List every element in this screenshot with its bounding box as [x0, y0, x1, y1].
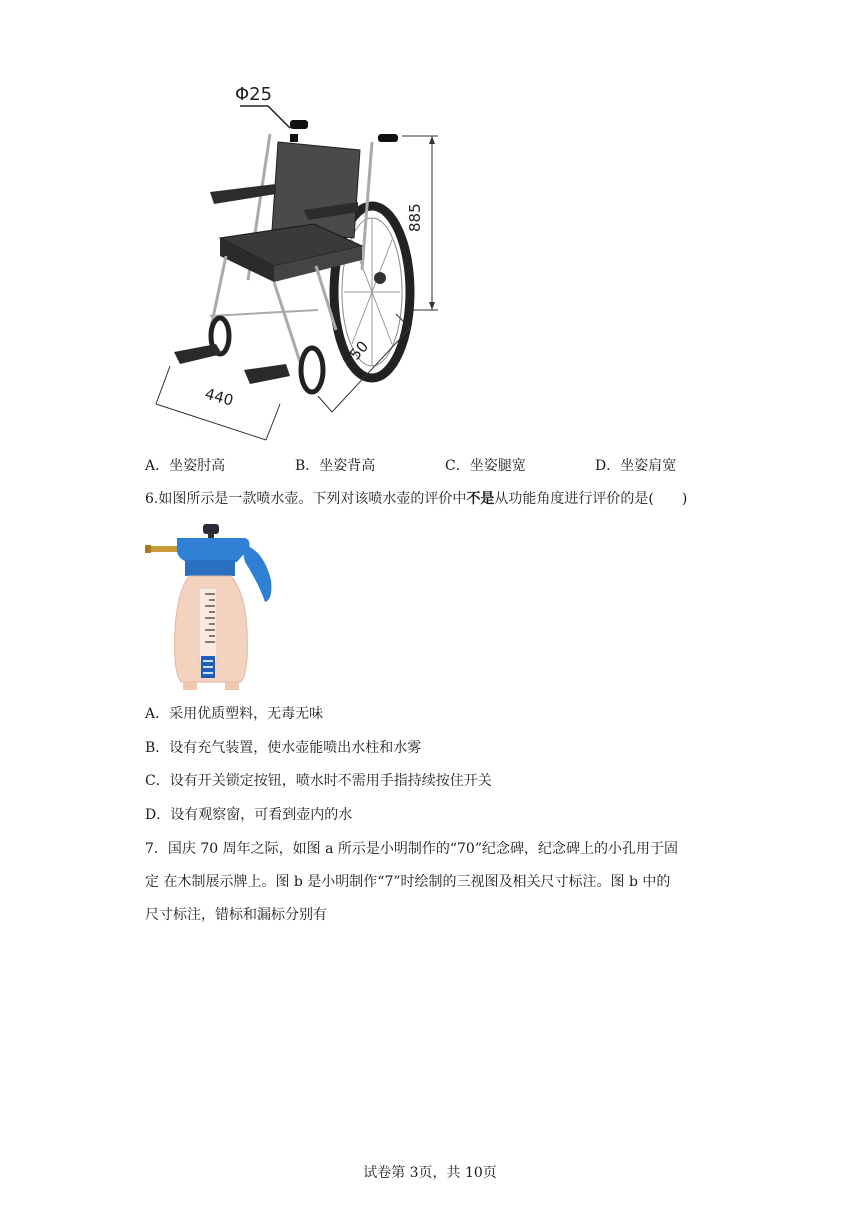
q7-line-3: 尺寸标注，错标和漏标分别有	[145, 907, 327, 923]
spray-bottle-figure	[145, 522, 275, 694]
width-label: 440	[202, 384, 236, 410]
wheelchair-figure	[140, 70, 460, 445]
depth-label: 550	[339, 337, 373, 371]
q7-line-2: 定 在木制展示牌上。图 b 是小明制作“7”时绘制的三视图及相关尺寸标注。图 b 中的	[145, 874, 671, 890]
height-label: 885	[406, 203, 424, 232]
q5-option-d: D．坐姿肩宽	[595, 458, 677, 474]
q6-option-a: A．采用优质塑料，无毒无味	[145, 706, 324, 722]
q5-option-c: C．坐姿腿宽	[445, 458, 526, 474]
diameter-label: Φ25	[235, 84, 273, 105]
q5-option-b: B．坐姿背高	[295, 458, 376, 474]
q6-stem-emphasis: 不是	[466, 491, 495, 507]
q6-stem	[145, 489, 687, 509]
q6-stem-part1: 6.如图所示是一款喷水壶。下列对该喷水壶的评价中	[145, 491, 467, 507]
q6-option-d: D．设有观察窗，可看到壶内的水	[145, 807, 353, 823]
q6-option-c: C．设有开关锁定按钮，喷水时不需用手指持续按住开关	[145, 773, 492, 789]
page-footer: 试卷第 3页，共 10页	[363, 1165, 497, 1181]
q6-stem-part2: 从功能角度进行评价的是( )	[494, 491, 688, 507]
q7-line-1: 7．国庆 70 周年之际，如图 a 所示是小明制作的“70”纪念碑，纪念碑上的小孔用于固	[145, 841, 678, 857]
q6-option-b: B．设有充气装置，使水壶能喷出水柱和水雾	[145, 740, 422, 756]
q5-option-a: A．坐姿肘高	[145, 458, 226, 474]
